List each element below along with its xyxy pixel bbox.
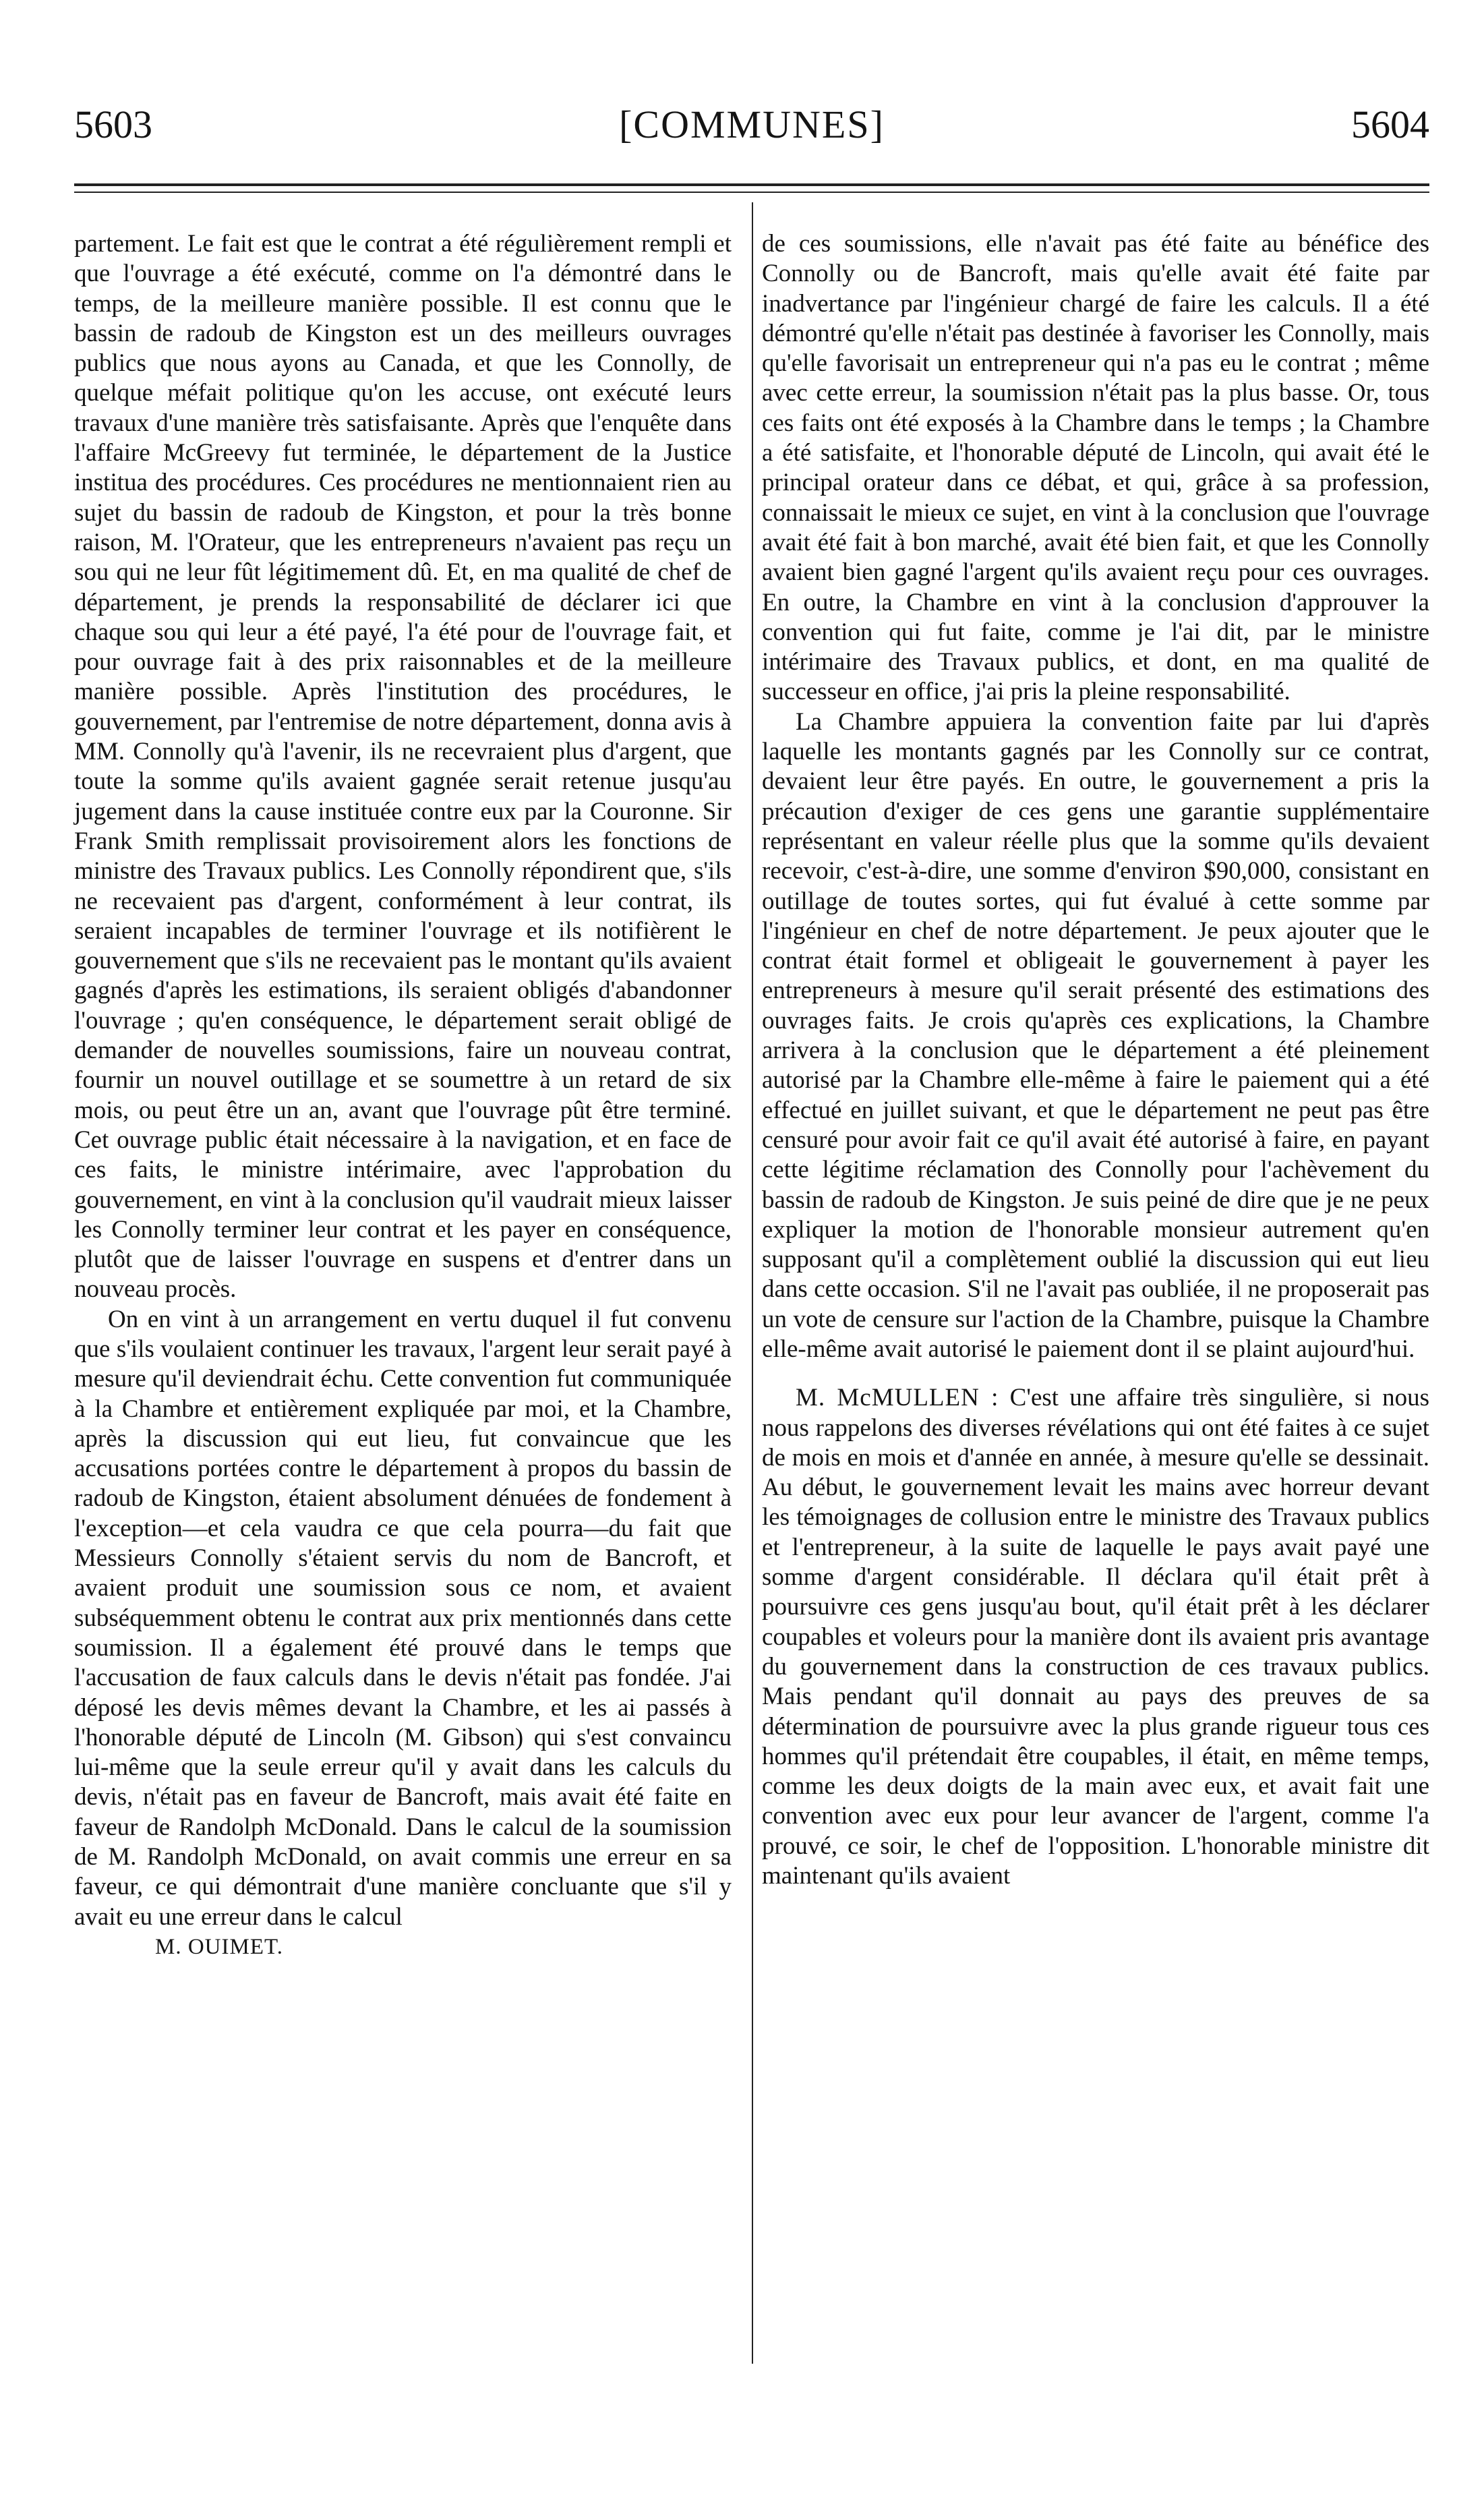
header-rule-thin [74,192,1429,193]
column-divider [752,202,753,2364]
speech-text: C'est une affaire très singulière, si nous nous rappelons des diverses révélations qui ont été faites à ce sujet de mois en mois et d'année en année, à mesure qu'elle se dessinait. Au début, le gouvernement levait les mains avec horreur devant les témoignages de collusion entre le ministre des Travaux publics et l'entrepreneur, à la suite de laquelle le pays avait payé une somme d'argent considérable. Il déclara qu'il était prêt à poursuivre ces gens jusqu'au bout, qu'il était prêt à les déclarer coupables et voleurs pour la manière dont ils avaient pris avantage du gouvernement dans la construction de ces travaux publics. Mais pendant qu'il donnait au pays des preuves de sa détermination de poursuivre avec la plus grande rigueur tous ces hommes qu'il prétendait être coupables, il était, en même temps, comme les deux doigts de la main avec eux, et avait fait une convention avec eux pour leur avancer de l'argent, comme l'a prouvé, ce soir, le chef de l'opposition. L'honorable ministre dit maintenant qu'ils avaient [762,1384,1429,1890]
left-paragraph-2: On en vint à un arrangement en vertu duquel il fut convenu que s'ils voulaient continuer les travaux, l'argent leur serait payé à mesure qu'il deviendrait échu. Cette convention fut communiquée à la Chambre et entièrement expliquée par moi, et la Chambre, après la discussion qui eut lieu, fut convaincue que les accusations portées contre le département à propos du bassin de radoub de Kingston, étaient absolument dénuées de fondement à l'exception—et cela vaudra ce que cela pourra—du fait que Messieurs Connolly s'étaient servis du nom de Bancroft, et avaient produit une soumission sous ce nom, et avaient subséquemment obtenu le contrat aux prix mentionnés dans cette soumission. Il a également été prouvé dans le temps que l'accusation de faux calculs dans le devis n'était pas fondée. J'ai déposé les devis mêmes devant la Chambre, et les ai passés à l'honorable député de Lincoln (M. Gibson) qui s'est convaincu lui-même que la seule erreur qu'il y avait dans les calculs du devis, n'était pas en faveur de Bancroft, mais avait été faite en faveur de Randolph McDonald. Dans le calcul de la soumission de M. Randolph McDonald, on avait commis une erreur en sa faveur, ce qui démontrait d'une manière concluante que s'il y avait eu une erreur dans le calcul [74,1305,732,1931]
speaker-name: M. McMULLEN : [796,1384,999,1412]
page-header [74,101,1429,148]
right-column [762,229,1429,2374]
header-rule-thick [74,183,1429,186]
page-number-right: 5604 [1351,103,1429,146]
right-paragraph-1: de ces soumissions, elle n'avait pas été faite au bénéfice des Connolly ou de Bancroft, mais qu'elle avait été faite par inadvertance par l'ingénieur chargé de faire les calculs. Il a été démontré qu'elle n'était pas destinée à favoriser les Connolly, mais qu'elle favorisait un entrepreneur qui n'a pas eu le contrat ; même avec cette erreur, la soumission n'était pas la plus basse. Or, tous ces faits ont été exposés à la Chambre dans le temps ; la Chambre a été satisfaite, et l'honorable député de Lincoln, qui avait été le principal orateur dans ce débat, et qui, grâce à sa profession, connaissait le mieux ce sujet, en vint à la conclusion que l'ouvrage avait été fait à bon marché, avait été bien fait, et que les Connolly avaient bien gagné l'argent qu'ils avaient reçu pour ces ouvrages. En outre, la Chambre en vint à la conclusion d'approuver la convention qui fut faite, comme je l'ai dit, par le ministre intérimaire des Travaux publics, et dont, en ma qualité de successeur en office, j'ai pris la pleine responsabilité. [762,230,1429,706]
left-column [74,229,732,2374]
page-title: [COMMUNES] [619,103,885,146]
right-paragraph-3 [762,1383,1429,1891]
speaker-signature: M. OUIMET. [155,1934,283,1959]
left-paragraph-1: partement. Le fait est que le contrat a été régulièrement rempli et que l'ouvrage a été exécuté, comme on l'a démontré dans le temps, de la meilleure manière possible. Il est connu que le bassin de radoub de Kingston est un des meilleurs ouvrages publics que nous ayons au Canada, et que les Connolly, de quelque méfait politique qu'on les accuse, ont exécuté leurs travaux d'une manière très satisfaisante. Après que l'enquête dans l'affaire McGreevy fut terminée, le département de la Justice institua des procédures. Ces procédures ne mentionnaient rien au sujet du bassin de radoub de Kingston, et pour la très bonne raison, M. l'Orateur, que les entrepreneurs n'avaient pas reçu un sou qui ne leur fût légitimement dû. Et, en ma qualité de chef de département, je prends la responsabilité de déclarer ici que chaque sou qui leur a été payé, l'a été pour de l'ouvrage fait, et pour ouvrage fait à des prix raisonnables et de la meilleure manière possible. Après l'institution des procédures, le gouvernement, par l'entremise de notre département, donna avis à MM. Connolly qu'à l'avenir, ils ne recevraient plus d'argent, que toute la somme qu'ils avaient gagnée serait retenue jusqu'au jugement dans la cause instituée contre eux par la Couronne. Sir Frank Smith remplissait provisoirement alors les fonctions de ministre des Travaux publics. Les Connolly répondirent que, s'ils ne recevaient pas d'argent, conformément à leur contrat, ils seraient incapables de terminer l'ouvrage et ils notifièrent le gouvernement que s'ils ne recevaient pas le montant qu'ils avaient gagnés d'après les estimations, ils seraient obligés d'abandonner l'ouvrage ; qu'en conséquence, le département serait obligé de demander de nouvelles soumissions, faire un nouveau contrat, fournir un nouvel outillage et se soumettre à un retard de six mois, ou peut être un an, avant que l'ouvrage pût être terminé. Cet ouvrage public était nécessaire à la navigation, et en face de ces faits, le ministre intérimaire, avec l'approbation du gouvernement, en vint à la conclusion qu'il vaudrait mieux laisser les Connolly terminer leur contrat et les payer en conséquence, plutôt que de laisser l'ouvrage en suspens et d'entrer dans un nouveau procès. [74,230,732,1304]
right-paragraph-2: La Chambre appuiera la convention faite par lui d'après laquelle les montants gagnés par les Connolly sur ce contrat, devaient leur être payés. En outre, le gouvernement a pris la précaution d'exiger de ces gens une garantie supplémentaire représentant en valeur réelle plus que la somme qu'ils devaient recevoir, c'est-à-dire, une somme d'environ $90,000, consistant en outillage de toutes sortes, qui fut évalué à cette somme par l'ingénieur en chef de notre département. Je peux ajouter que le contrat était formel et obligeait le gouvernement à payer les entrepreneurs à mesure qu'il serait présenté des estimations des ouvrages faits. Je crois qu'après ces explications, la Chambre arrivera à la conclusion que le département a été pleinement autorisé par la Chambre elle-même à faire le paiement qui a été effectué en juillet suivant, et que le département ne peut pas être censuré pour avoir fait ce qu'il avait été autorisé à faire, en payant cette légitime réclamation des Connolly pour l'achèvement du bassin de radoub de Kingston. Je suis peiné de dire que je ne peux expliquer la motion de l'honorable monsieur autrement qu'en supposant qu'il a complètement oublié la discussion qui eut lieu dans cette occasion. S'il ne l'avait pas oubliée, il ne proposerait pas un vote de censure sur l'action de la Chambre, puisque la Chambre elle-même avait autorisé le paiement dont il se plaint aujourd'hui. [762,707,1429,1363]
page-number-left: 5603 [74,103,152,146]
